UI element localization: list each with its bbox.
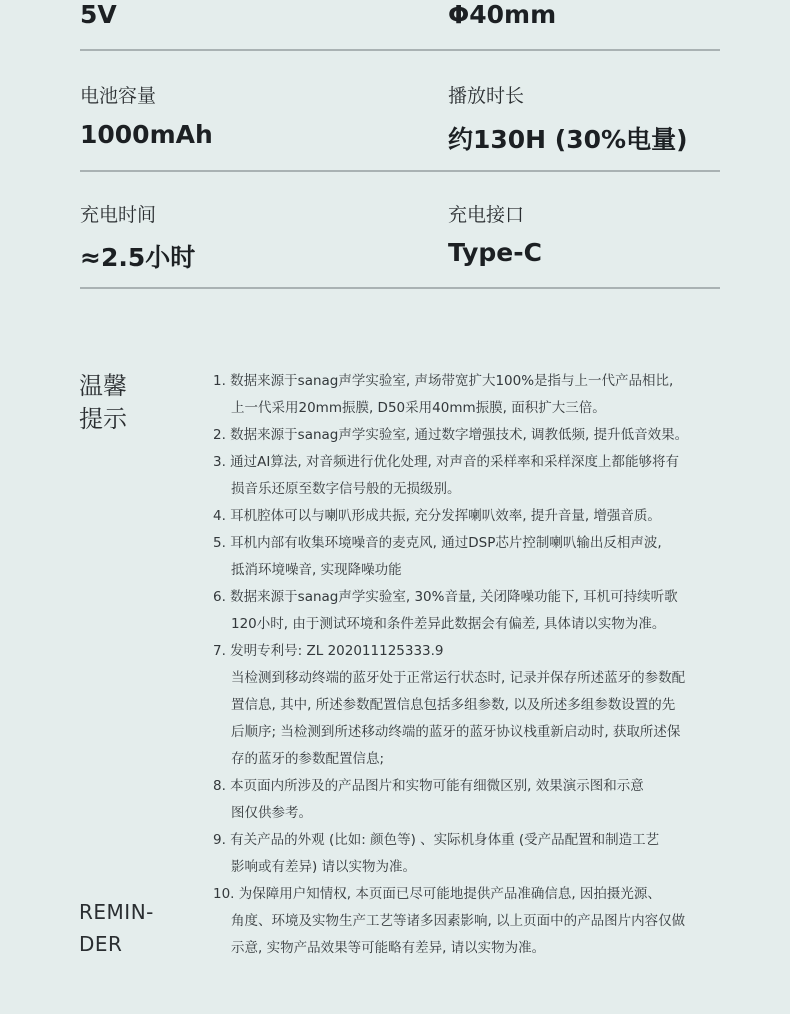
spec-label: 播放时长 (448, 85, 525, 107)
note-line: 图仅供参考。 (231, 805, 312, 821)
note-line: 后顺序; 当检测到所述移动终端的蓝牙的蓝牙协议栈重新启动时, 获取所述保 (231, 724, 681, 740)
note-line: 示意, 实物产品效果等可能略有差异, 请以实物为准。 (231, 940, 546, 956)
notes-list (213, 368, 733, 962)
spec-value: ≈2.5小时 (80, 243, 196, 272)
spec-value: 约130H (30%电量) (448, 125, 688, 154)
spec-row-charging (80, 172, 720, 289)
note-line: 6. 数据来源于sanag声学实验室, 30%音量, 关闭降噪功能下, 耳机可持续听歌 (213, 589, 678, 605)
note-line: 存的蓝牙的参数配置信息; (231, 751, 385, 767)
note-line: 8. 本页面内所涉及的产品图片和实物可能有细微区别, 效果演示图和示意 (213, 778, 644, 794)
reminder-title-en (79, 896, 154, 960)
spec-row-battery (80, 51, 720, 172)
reminder-title-cn-line: 温馨 (79, 372, 127, 400)
spec-label: 电池容量 (80, 85, 157, 107)
note-line: 7. 发明专利号: ZL 202011125333.9 (213, 643, 444, 659)
spec-label: 充电时间 (80, 204, 157, 226)
spec-row-voltage (80, 0, 720, 51)
note-line: 2. 数据来源于sanag声学实验室, 通过数字增强技术, 调教低频, 提升低音效果。 (213, 427, 689, 443)
reminder-title-cn (79, 370, 127, 436)
note-line: 角度、环境及实物生产工艺等诸多因素影响, 以上页面中的产品图片内容仅做 (231, 913, 686, 929)
note-line: 当检测到移动终端的蓝牙处于正常运行状态时, 记录并保存所述蓝牙的参数配 (231, 670, 686, 686)
note-line: 120小时, 由于测试环境和条件差异此数据会有偏差, 具体请以实物为准。 (231, 616, 666, 632)
spec-label: 充电接口 (448, 204, 525, 226)
reminder-title-cn-line: 提示 (79, 405, 127, 433)
note-line: 3. 通过AI算法, 对音频进行优化处理, 对声音的采样率和采样深度上都能够将有 (213, 454, 680, 470)
reminder-title-en-line: REMIN- (79, 900, 154, 924)
note-line: 4. 耳机腔体可以与喇叭形成共振, 充分发挥喇叭效率, 提升音量, 增强音质。 (213, 508, 661, 524)
note-line: 10. 为保障用户知情权, 本页面已尽可能地提供产品准确信息, 因拍摄光源、 (213, 886, 661, 902)
spec-value: 1000mAh (80, 120, 213, 149)
note-line: 1. 数据来源于sanag声学实验室, 声场带宽扩大100%是指与上一代产品相比, (213, 373, 674, 389)
spec-value: Type-C (448, 238, 542, 267)
spec-value: 5V (80, 0, 117, 29)
note-line: 影响或有差异) 请以实物为准。 (231, 859, 417, 875)
note-line: 抵消环境噪音, 实现降噪功能 (231, 562, 402, 578)
spec-grid (80, 0, 720, 289)
reminder-title-en-line: DER (79, 932, 123, 956)
note-line: 损音乐还原至数字信号般的无损级别。 (231, 481, 461, 497)
note-line: 置信息, 其中, 所述参数配置信息包括多组参数, 以及所述多组参数设置的先 (231, 697, 676, 713)
note-line: 5. 耳机内部有收集环境噪音的麦克风, 通过DSP芯片控制喇叭输出反相声波, (213, 535, 662, 551)
note-line: 上一代采用20mm振膜, D50采用40mm振膜, 面积扩大三倍。 (231, 400, 606, 416)
spec-value: Φ40mm (448, 0, 557, 29)
note-line: 9. 有关产品的外观 (比如: 颜色等) 、实际机身体重 (受产品配置和制造工艺 (213, 832, 660, 848)
